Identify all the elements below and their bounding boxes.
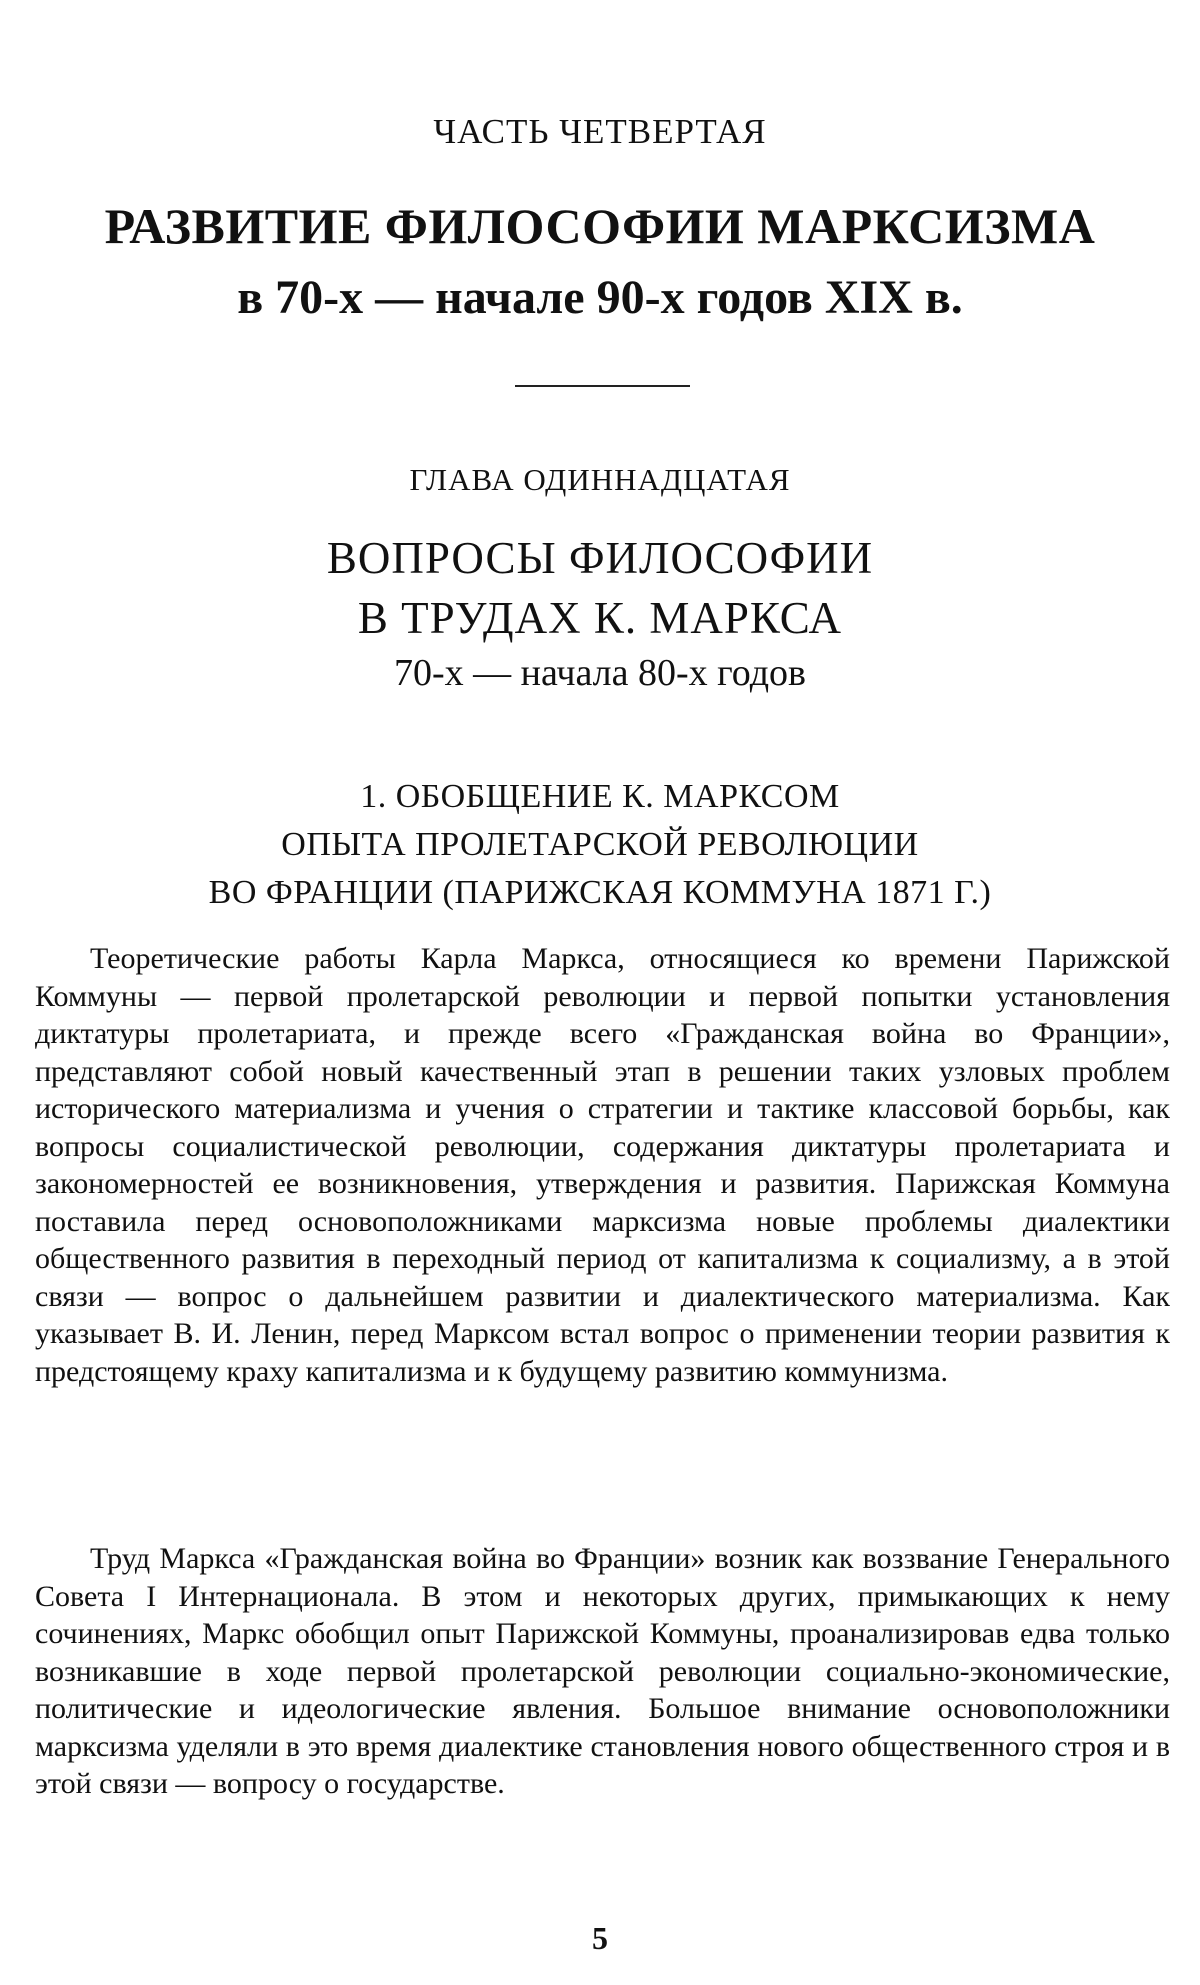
divider-line xyxy=(515,385,690,387)
chapter-subtitle: 70-х — начала 80-х годов xyxy=(394,652,806,694)
section-title-line-3: ВО ФРАНЦИИ (ПАРИЖСКАЯ КОММУНА 1871 Г.) xyxy=(208,874,992,911)
part-label: ЧАСТЬ ЧЕТВЕРТАЯ xyxy=(433,112,767,151)
page-number: 5 xyxy=(592,1920,608,1956)
body-paragraph-1: Теоретические работы Карла Маркса, относящиеся ко времени Парижской Коммуны — первой пролетарской революции и первой попытки установления диктатуры пролетариата, и прежде всего «Гражданская война во Франции», представляют собой новый качественный этап в решении таких узловых проблем исторического материализма и учения о стратегии и тактике классовой борьбы, как вопросы социалистической революции, содержания диктатуры пролетариата и закономерностей ее возникновения, утверждения и развития. Парижская Коммуна поставила перед основоположниками марксизма новые проблемы диалектики общественного развития в переходный период от капитализма к социализму, а в этой связи — вопрос о дальнейшем развитии и диалектического материализма. Как указывает В. И. Ленин, перед Марксом встал вопрос о применении теории развития к предстоящему краху капитализма и к будущему развитию коммунизма. xyxy=(35,942,1170,1388)
section-title-line-2: ОПЫТА ПРОЛЕТАРСКОЙ РЕВОЛЮЦИИ xyxy=(281,826,919,863)
part-subtitle: в 70-х — начале 90-х годов XIX в. xyxy=(237,271,963,324)
chapter-label: ГЛАВА ОДИННАДЦАТАЯ xyxy=(409,462,791,497)
chapter-title-line-2: В ТРУДАХ К. МАРКСА xyxy=(357,593,843,643)
part-title: РАЗВИТИЕ ФИЛОСОФИИ МАРКСИЗМА xyxy=(104,198,1096,254)
chapter-title-line-1: ВОПРОСЫ ФИЛОСОФИИ xyxy=(326,533,874,583)
body-paragraph-2: Труд Маркса «Гражданская война во Франции» возник как воззвание Генерального Совета I Интернационала. В этом и некоторых других, примыкающих к нему сочинениях, Маркс обобщил опыт Парижской Коммуны, проанализировав едва только возникавшие в ходе первой пролетарской революции социально-экономические, политические и идеологические явления. Большое внимание основоположники марксизма уделяли в это время диалектике становления нового общественного строя и в этой связи — вопросу о государстве. xyxy=(35,1542,1170,1800)
section-title-line-1: 1. ОБОБЩЕНИЕ К. МАРКСОМ xyxy=(360,778,840,815)
